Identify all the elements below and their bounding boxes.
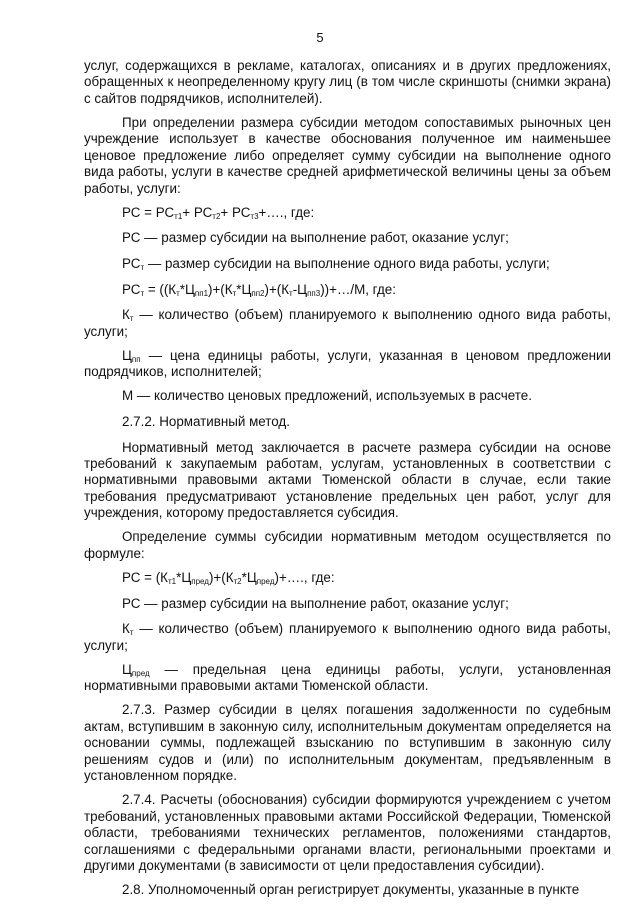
text-run: *Ц: [236, 281, 252, 297]
definition-rs-2: РС — размер субсидии на выполнение работ, оказание услуг;: [122, 595, 509, 611]
text-run: )+…., где:: [274, 570, 335, 586]
text-run: — количество (объем) планируемого к выполнению одного вида работы, услуги;: [84, 307, 611, 339]
paragraph-2-7-3: 2.7.3. Размер субсидии в целях погашения задолженности по судебным актам, вступившим в законную силу, исполнительным документам определяется на основании суммы, подлежащей взысканию по вступившим в законную силу решениям судов и (или) по исполнительным документам, предъявленным в установленном порядке.: [84, 702, 611, 784]
paragraph-market-price-method: При определении размера субсидии методом сопоставимых рыночных цен учреждение использует в качестве обоснования полученное им наименьшее ценовое предложение либо определяет сумму субсидии на выполнение одного вида работы, услуги в качестве средней арифметической величины цены за объем работы, услуги:: [84, 115, 611, 196]
text-run: *Ц: [176, 570, 192, 586]
subscript: т: [176, 288, 180, 298]
section-heading-2-7-2: 2.7.2. Нормативный метод.: [122, 414, 290, 430]
paragraph-normative-method: Нормативный метод заключается в расчете размера субсидии на основе требований к закупаемым работам, услугам, установленных в соответствии с нормативными правовыми актами Тюменской области в случае, если такие требования предусматривают установление предельных цен работ, услуг для учреждения, которому предоставляется субсидия.: [84, 439, 611, 521]
subscript: т2: [233, 577, 242, 587]
text-run: — размер субсидии на выполнение одного вида работы, услуги;: [144, 256, 550, 272]
subscript: т3: [250, 211, 259, 221]
subscript: пред: [131, 668, 150, 678]
text-run: РС: [122, 281, 141, 297]
text-run: К: [122, 307, 130, 323]
definition-k-t-2: [84, 621, 611, 654]
subscript: пред: [256, 577, 275, 587]
subscript: пп1: [194, 288, 209, 298]
subscript: т2: [212, 211, 221, 221]
text-run: К: [122, 621, 130, 637]
subscript: т: [129, 314, 134, 324]
text-run: Ц: [122, 661, 132, 677]
text-run: *Ц: [241, 570, 257, 586]
subscript: т: [289, 288, 293, 298]
formula-normative: [84, 570, 611, 586]
definition-rs: РС — размер субсидии на выполнение работ, оказание услуг;: [122, 230, 509, 246]
document-body: [84, 58, 611, 908]
text-run: *Ц: [179, 281, 195, 297]
text-run: — количество (объем) планируемого к выполнению одного вида работы, услуги;: [84, 621, 611, 653]
text-run: Ц: [122, 347, 132, 363]
subscript: пред: [191, 577, 209, 587]
page-number: 5: [316, 30, 324, 45]
subscript: пп3: [307, 288, 321, 298]
paragraph-2-8: 2.8. Уполномоченный орган регистрирует документы, указанные в пункте: [122, 882, 580, 898]
text-run: +…., где:: [258, 204, 315, 220]
text-run: РС: [122, 256, 141, 272]
text-run: ))+…/М, где:: [320, 281, 396, 297]
definition-m: М — количество ценовых предложений, используемых в расчете.: [122, 388, 532, 404]
subscript: т: [232, 288, 237, 298]
formula-rs-t: [84, 282, 611, 298]
paragraph-2-7-4: 2.7.4. Расчеты (обоснования) субсидии формируются учреждением с учетом требований, установленных правовыми актами Российской Федерации, Тюменской области, требованиями технических регламентов, положениями стандартов, соглашениями с федеральными органами власти, региональными проектами и другими документами (в зависимости от цели предоставления субсидии).: [84, 792, 611, 873]
subscript: т: [129, 628, 134, 638]
text-run: — предельная цена единицы работы, услуги, установленная нормативными правовыми актами Тюменской области.: [84, 661, 611, 694]
definition-rs-t: [84, 256, 611, 272]
text-run: РС = РС: [122, 204, 175, 220]
paragraph-normative-formula-intro: Определение суммы субсидии нормативным методом осуществляется по формуле:: [84, 529, 611, 561]
text-run: + РС: [220, 204, 251, 220]
subscript: т1: [174, 211, 183, 221]
subscript: т1: [167, 577, 177, 587]
definition-k-t: [84, 307, 611, 340]
text-run: = ((К: [144, 281, 177, 297]
definition-c-pred: [84, 662, 611, 695]
paragraph-continuation: услуг, содержащихся в рекламе, каталогах, описаниях и в других предложениях, обращенных к неопределенному кругу лиц (в том числе скриншоты (снимки экрана) с сайтов подрядчиков, исполнителей).: [84, 58, 611, 106]
text-run: -Ц: [292, 281, 308, 297]
text-run: )+(К: [208, 570, 234, 586]
formula-subsidy-sum: [84, 205, 611, 221]
text-run: )+(К: [208, 281, 233, 297]
definition-c-pp: [84, 348, 611, 381]
subscript: т: [140, 288, 145, 298]
subscript: т: [140, 263, 145, 273]
subscript: пп2: [251, 288, 265, 298]
text-run: + РС: [182, 204, 213, 220]
text-run: РС = (К: [122, 570, 168, 586]
text-run: — цена единицы работы, услуги, указанная в ценовом предложении подрядчиков, исполнителей;: [84, 347, 611, 380]
text-run: )+(К: [264, 281, 290, 297]
subscript: пп: [131, 354, 141, 364]
